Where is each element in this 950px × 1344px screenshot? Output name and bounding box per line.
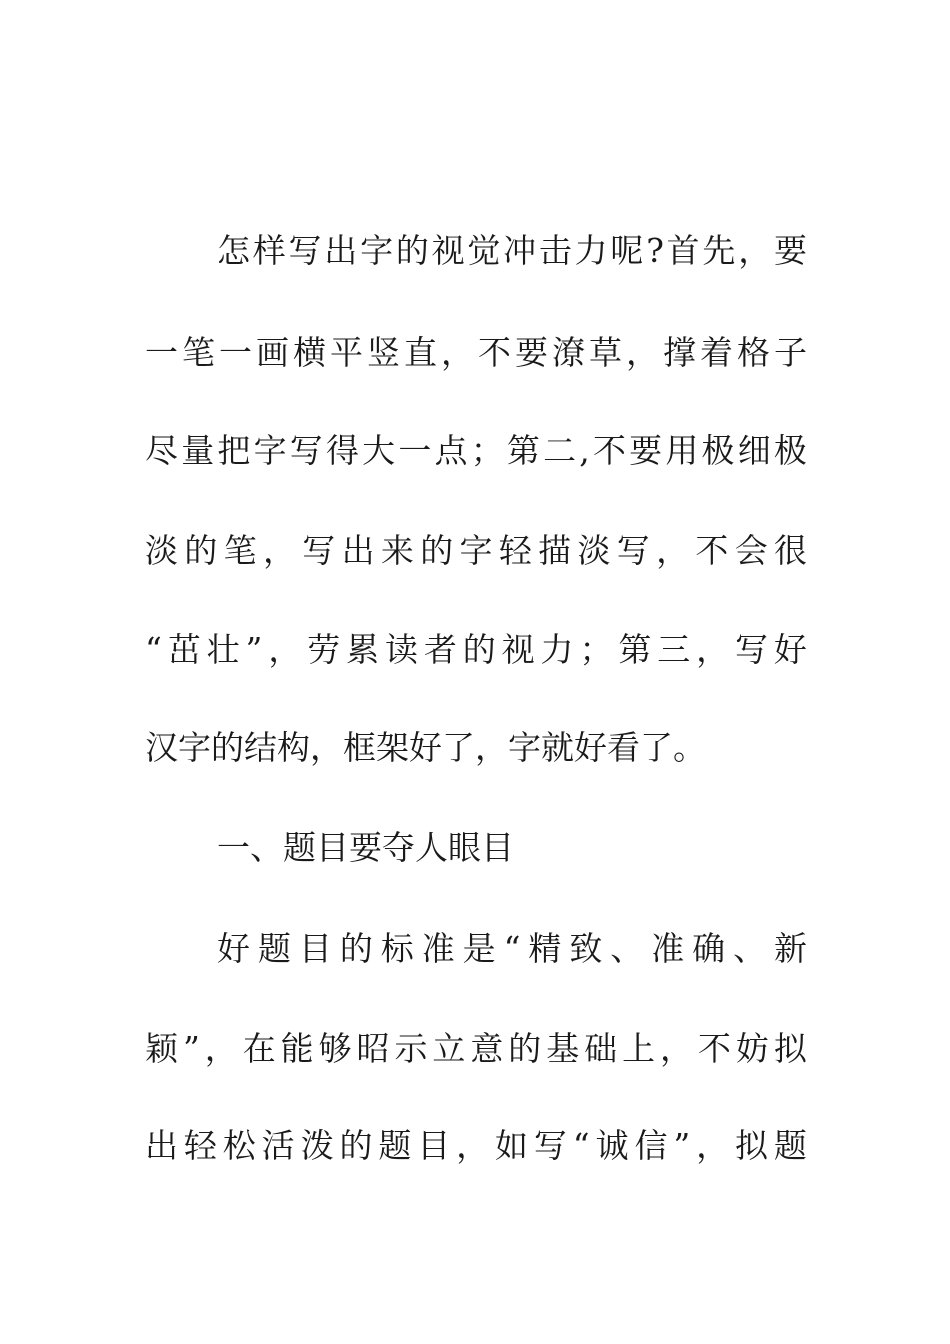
glyph: 拟 (773, 1029, 807, 1068)
glyph: ? (646, 231, 664, 270)
glyph: 大 (362, 431, 396, 470)
glyph: 细 (737, 431, 771, 470)
glyph: 格 (737, 333, 770, 372)
glyph: 如 (495, 1126, 529, 1165)
glyph: 点 (434, 431, 468, 470)
glyph: 撑 (663, 333, 696, 372)
glyph: 信 (634, 1126, 668, 1165)
glyph: 泼 (300, 1126, 334, 1165)
paragraph-2-line-2 (145, 1024, 807, 1074)
glyph: 活 (261, 1126, 295, 1165)
glyph: 的 (395, 231, 429, 270)
glyph: 直 (404, 333, 437, 372)
glyph: 得 (325, 431, 359, 470)
glyph: 要 (629, 431, 663, 470)
glyph: 草 (589, 333, 622, 372)
glyph: 不 (478, 333, 511, 372)
glyph: 第 (506, 431, 540, 470)
glyph: ， (441, 333, 474, 372)
glyph: 者 (423, 630, 457, 669)
glyph: ， (456, 1126, 490, 1165)
glyph: 极 (701, 431, 735, 470)
glyph: 拟 (735, 1126, 768, 1165)
glyph: 够 (318, 1029, 352, 1068)
glyph: 累 (346, 630, 380, 669)
glyph: 第 (618, 630, 652, 669)
glyph: 不 (592, 431, 626, 470)
glyph: 字 (253, 431, 287, 470)
glyph: 是 (462, 929, 496, 968)
glyph: 不 (695, 531, 729, 570)
glyph: ， (696, 1126, 730, 1165)
glyph: 轻 (498, 531, 532, 570)
glyph: 出 (324, 231, 358, 270)
glyph: 写 (735, 630, 768, 669)
glyph: 冲 (503, 231, 537, 270)
glyph: 准 (421, 929, 455, 968)
glyph: 上 (622, 1029, 656, 1068)
glyph: ” (673, 1126, 691, 1165)
glyph: 意 (470, 1029, 504, 1068)
glyph: 好 (217, 929, 250, 968)
glyph: , (579, 431, 590, 470)
glyph: 写 (302, 531, 336, 570)
glyph: 的 (462, 630, 496, 669)
glyph: 要 (773, 231, 807, 270)
glyph: 准 (651, 929, 685, 968)
glyph: 平 (330, 333, 363, 372)
glyph: 样 (252, 231, 286, 270)
glyph: 笔 (182, 333, 215, 372)
glyph: 写 (289, 431, 323, 470)
glyph: 出 (341, 531, 375, 570)
glyph: 的 (508, 1029, 542, 1068)
glyph: ， (626, 333, 659, 372)
glyph: 壮 (206, 630, 240, 669)
glyph: ” (245, 630, 263, 669)
glyph: 用 (665, 431, 699, 470)
glyph: 劳 (307, 630, 341, 669)
glyph: 好 (773, 630, 807, 669)
glyph: 茁 (167, 630, 201, 669)
glyph: 怎 (217, 231, 250, 270)
glyph: 、 (610, 929, 644, 968)
glyph: 基 (546, 1029, 580, 1068)
glyph: 确 (692, 929, 726, 968)
glyph: 写 (288, 231, 322, 270)
glyph: 极 (773, 431, 807, 470)
glyph: 要 (515, 333, 548, 372)
glyph: 淡 (145, 531, 178, 570)
glyph: ， (268, 630, 302, 669)
glyph: 颖 (145, 1029, 178, 1068)
glyph: 先 (702, 231, 736, 270)
glyph: 横 (293, 333, 326, 372)
paragraph-1-line-4 (145, 526, 807, 576)
glyph: 会 (734, 531, 768, 570)
glyph: 立 (432, 1029, 466, 1068)
glyph: ， (262, 531, 296, 570)
glyph: 妨 (735, 1029, 769, 1068)
glyph: 首 (666, 231, 700, 270)
glyph: 力 (540, 630, 574, 669)
paragraph-1-line-3 (145, 426, 807, 476)
glyph: 题 (773, 1126, 807, 1165)
glyph: 昭 (356, 1029, 390, 1068)
glyph: 视 (501, 630, 535, 669)
glyph: ； (470, 431, 504, 470)
glyph: 出 (145, 1126, 178, 1165)
glyph: 一 (219, 333, 252, 372)
glyph: 、 (733, 929, 767, 968)
glyph: ， (656, 531, 690, 570)
glyph: ， (696, 630, 730, 669)
glyph: 字 (360, 231, 394, 270)
glyph: ， (660, 1029, 693, 1068)
glyph: 竖 (367, 333, 400, 372)
glyph: 呢 (610, 231, 644, 270)
glyph: 能 (280, 1029, 314, 1068)
glyph: 在 (242, 1029, 276, 1068)
glyph: 目 (298, 929, 332, 968)
glyph: 目 (417, 1126, 451, 1165)
glyph: ， (738, 231, 772, 270)
glyph: 字 (459, 531, 493, 570)
glyph: “ (503, 929, 521, 968)
paragraph-1-line-5 (145, 625, 807, 675)
paragraph-1-line-2 (145, 328, 807, 378)
glyph: 尽 (145, 431, 178, 470)
glyph: 一 (398, 431, 432, 470)
glyph: 的 (339, 929, 373, 968)
glyph: 题 (378, 1126, 412, 1165)
glyph: 描 (538, 531, 572, 570)
glyph: 的 (420, 531, 454, 570)
glyph: 写 (616, 531, 650, 570)
section-heading: 一、题目要夺人眼目 (217, 828, 514, 867)
glyph: 很 (774, 531, 807, 570)
glyph: 着 (700, 333, 733, 372)
glyph: 新 (774, 929, 807, 968)
glyph: 的 (184, 531, 218, 570)
glyph: 标 (380, 929, 414, 968)
glyph: 子 (774, 333, 807, 372)
glyph: 视 (431, 231, 465, 270)
glyph: 致 (569, 929, 603, 968)
glyph: 精 (528, 929, 562, 968)
glyph: 觉 (467, 231, 501, 270)
glyph: 量 (181, 431, 215, 470)
glyph: “ (572, 1126, 590, 1165)
glyph: 把 (217, 431, 251, 470)
glyph: 松 (222, 1126, 256, 1165)
glyph: 力 (574, 231, 608, 270)
paragraph-2-line-1 (145, 924, 807, 974)
glyph: ， (204, 1029, 238, 1068)
glyph: 轻 (183, 1126, 217, 1165)
glyph: 二 (543, 431, 577, 470)
glyph: 诚 (595, 1126, 629, 1165)
glyph: 示 (394, 1029, 428, 1068)
glyph: 础 (584, 1029, 618, 1068)
paragraph-1-line-6: 汉字的结构，框架好了，字就好看了。 (145, 728, 706, 767)
glyph: ” (182, 1029, 200, 1068)
glyph: 笔 (223, 531, 257, 570)
paragraph-2-line-3 (145, 1121, 807, 1171)
glyph: 画 (256, 333, 289, 372)
glyph: 的 (339, 1126, 373, 1165)
glyph: 一 (145, 333, 178, 372)
glyph: ； (579, 630, 613, 669)
glyph: “ (145, 630, 162, 669)
glyph: 题 (257, 929, 291, 968)
paragraph-1-line-1 (145, 226, 807, 276)
glyph: 读 (384, 630, 418, 669)
glyph: 淡 (577, 531, 611, 570)
glyph: 三 (657, 630, 691, 669)
glyph: 击 (538, 231, 572, 270)
glyph: 来 (380, 531, 414, 570)
glyph: 潦 (552, 333, 585, 372)
glyph: 不 (697, 1029, 731, 1068)
glyph: 写 (533, 1126, 567, 1165)
